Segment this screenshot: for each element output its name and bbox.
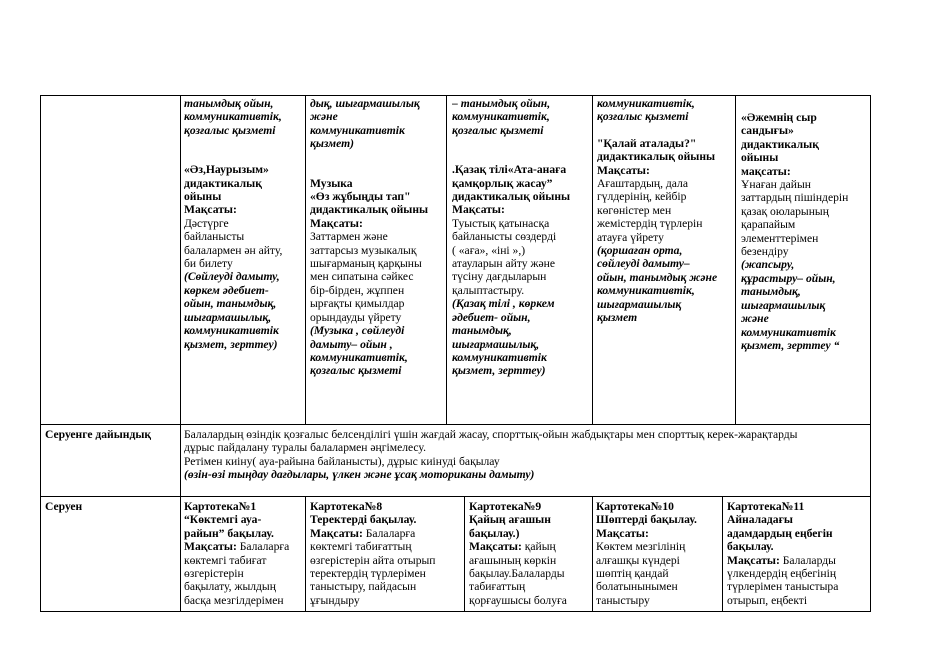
- activity-types: танымдық ойын, коммуникативтік, қозғалыс қызметі: [184, 97, 282, 137]
- card-number: Картотека№8: [310, 500, 383, 513]
- card-goal-first: Мақсаты: Балаларға: [310, 526, 416, 540]
- column-divider: [592, 496, 593, 611]
- card-title: Шөптерді бақылау.: [596, 513, 697, 527]
- goal-label: Мақсаты:: [596, 526, 649, 540]
- goal-text: Туыстық қатынасқа байланысты сөздерді ( «аға», «іні »,) атауларын айту және түсіну дағдыларын қалыптастыру.: [452, 216, 557, 297]
- label-column-divider: [180, 95, 181, 612]
- activity-cell-3: [452, 97, 591, 423]
- walk-prep-line: Ретімен киіну( ауа-райына байланысты), дұрыс киінуді бақылау: [184, 454, 500, 468]
- row-divider-walk: [40, 496, 871, 497]
- goal-label: Мақсаты:: [452, 203, 505, 217]
- walk-card-cell-5: [727, 500, 869, 610]
- goal-label: Мақсаты:: [184, 540, 237, 554]
- card-goal-text: көктемгі табиғаттың өзгерістерін айта отырып теректердің түрлерімен таныстыру, пайдасын ұғындыру: [310, 540, 436, 607]
- column-divider: [722, 496, 723, 611]
- card-title: Қайың ағашын бақылау.): [469, 513, 551, 540]
- activity-areas: (Музыка , сөйлеуді дамыту– ойын , коммуникативтік, қозғалыс қызметі: [310, 324, 408, 378]
- activity-areas: (қоршаған орта, сөйлеуді дамыту– ойын, танымдық және коммуникативтік, шығармашылық қызмет: [597, 244, 718, 325]
- activity-cell-1: [184, 97, 304, 423]
- row-label-walk: Серуен: [45, 500, 83, 513]
- card-goal-text: үлкендердің еңбегінің түрлерімен таныстыра отырып, еңбекті: [727, 567, 839, 607]
- goal-label: Мақсаты:: [727, 553, 780, 567]
- walk-prep-line: дұрыс пайдалану туралы балалармен әңгімелесу.: [184, 441, 426, 455]
- row-label-walk-prep: Серуенге дайындық: [45, 428, 152, 441]
- game-title: «Әз,Наурызым» дидактикалық ойыны: [184, 163, 269, 204]
- activity-areas: (Сөйлеуді дамыту, көркем әдебиет- ойын, танымдық, шығармашылық, коммуникативтік қызмет, зерттеу): [184, 270, 280, 351]
- goal-text: Заттармен және заттарсыз музыкалық шығарманың қарқыны мен сипатына сәйкес бір-бірден, жұппен ырғақты қимылдар орындауды үйрету: [310, 230, 422, 324]
- card-title: Теректерді бақылау.: [310, 513, 417, 527]
- column-divider: [446, 95, 447, 424]
- activity-types: дық, шығармашылық және коммуникативтік қызмет): [310, 97, 420, 151]
- card-number: Картотека№1: [184, 500, 257, 513]
- goal-label: Мақсаты:: [310, 216, 363, 230]
- table-border-bottom: [40, 611, 871, 612]
- card-number: Картотека№10: [596, 500, 674, 513]
- activity-types: – танымдық ойын, коммуникативтік, қозғалыс қызметі: [452, 97, 551, 137]
- activity-cell-2: [310, 97, 445, 423]
- card-goal-text: көктемгі табиғат өзгерістерін бақылату, жылдың басқа мезгілдерімен: [184, 553, 284, 607]
- goal-text: Ұнаған дайын заттардың пішіндерін қазақ оюларының қарапайым элементтерімен безендіру: [741, 178, 849, 259]
- activity-areas: (жапсыру, құрастыру– ойын, танымдық, шығармашылық және коммуникативтік қызмет, зерттеу “: [741, 258, 840, 352]
- walk-card-cell-2: [310, 500, 463, 610]
- walk-card-cell-3: [469, 500, 591, 610]
- table-border-left: [40, 95, 41, 612]
- goal-label: Мақсаты:: [597, 163, 650, 177]
- game-title: "Қалай аталады?" дидактикалық ойыны: [597, 136, 716, 164]
- column-divider: [735, 95, 736, 424]
- card-title: “Көктемгі ауа- райын” бақылау.: [184, 513, 274, 540]
- goal-label: мақсаты:: [741, 164, 791, 178]
- walk-prep-skills: (өзін-өзі тыңдау дағдылары, үлкен және ұсақ моториканы дамыту): [184, 468, 535, 482]
- walk-card-cell-1: [184, 500, 304, 610]
- column-divider: [305, 496, 306, 611]
- table-border-right: [870, 95, 871, 612]
- column-divider: [464, 496, 465, 611]
- column-divider: [305, 95, 306, 424]
- card-goal-first: Мақсаты: қайың: [469, 540, 556, 554]
- card-number: Картотека№11: [727, 500, 805, 513]
- row-divider-walk-prep: [40, 424, 871, 425]
- walk-prep-line: Балалардың өзіндік қозғалыс белсенділігі үшін жағдай жасау, спорттық-ойын жабдықтары мен спорттық керек-жарақтарды: [184, 428, 798, 441]
- game-title: «Әжемнің сыр сандығы» дидактикалық ойыны: [741, 111, 819, 165]
- walk-prep-content: [184, 428, 868, 482]
- goal-text: Ағаштардың, дала гүлдерінің, кейбір көгөністер мен жемістердің түрлерін атауға үйрету: [597, 177, 703, 244]
- table-border-top: [40, 95, 871, 96]
- card-goal-first: Мақсаты: Балаларды: [727, 553, 836, 567]
- goal-text: Дәстүрге байланысты балалармен ән айту, би билету: [184, 216, 283, 271]
- column-divider: [592, 95, 593, 424]
- goal-label: Мақсаты:: [469, 540, 522, 554]
- game-title: .Қазақ тілі«Ата-анаға қамқорлық жасау” дидактикалық ойыны: [452, 163, 571, 204]
- walk-card-cell-4: [596, 500, 721, 610]
- card-goal-first: Мақсаты: Балаларға: [184, 540, 290, 554]
- card-number: Картотека№9: [469, 500, 542, 513]
- card-goal-first: [596, 527, 721, 540]
- goal-label: Мақсаты:: [310, 526, 363, 540]
- card-goal-text: Көктем мезгілінің алғашқы күндері шөптің қандай болатынынымен таныстыру: [596, 540, 686, 607]
- activity-types: коммуникативтік, қозғалыс қызметі: [597, 97, 695, 124]
- card-goal-text: ағашының көркін бақылау.Балаларды табиғаттың қорғаушысы болуға: [469, 553, 567, 607]
- goal-label: Мақсаты:: [184, 203, 237, 217]
- card-title: Айналадағы адамдардың еңбегін бақылау.: [727, 513, 833, 554]
- activity-areas: (Қазақ тілі , көркем әдебиет- ойын, танымдық, шығармашылық, коммуникативтік қызмет, зерттеу): [452, 297, 555, 378]
- activity-cell-5: [741, 111, 869, 423]
- game-title: Музыка «Өз жұбыңды тап" дидактикалық ойыны: [310, 176, 429, 217]
- activity-cell-4: [597, 97, 734, 423]
